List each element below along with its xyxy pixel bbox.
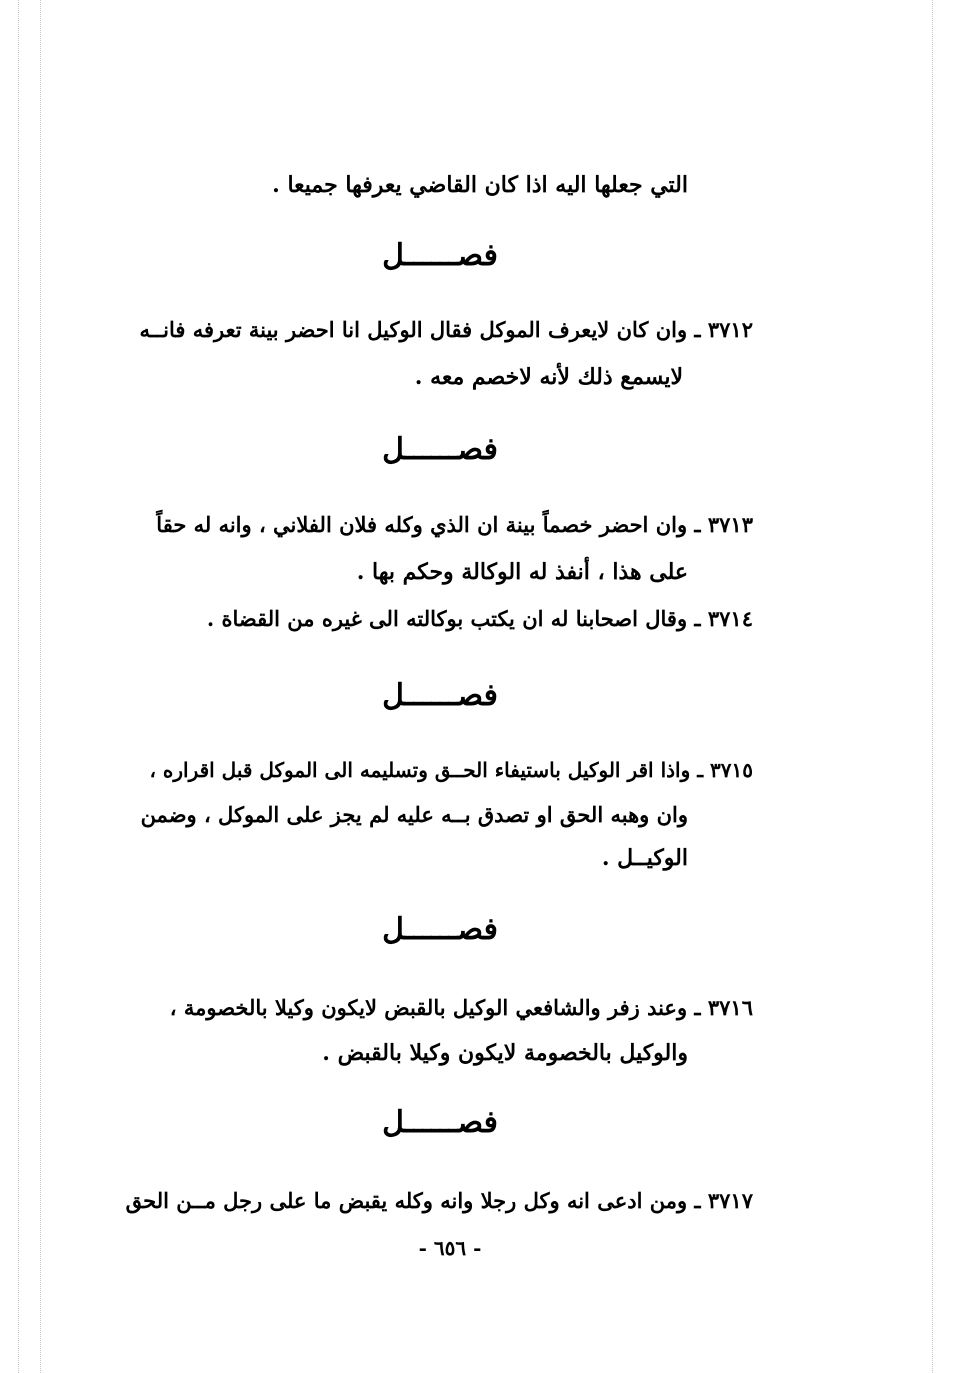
- section-heading: فصــــــل: [382, 678, 498, 713]
- text-line: لايسمع ذلك لأنه لاخصم معه .: [414, 364, 683, 390]
- text-line: التي جعلها اليه اذا كان القاضي يعرفها جميعا .: [272, 172, 688, 198]
- text-line: ٣٧١٤ ـ وقال اصحابنا له ان يكتب بوكالته الى غيره من القضاة .: [206, 606, 753, 631]
- text-line: ٣٧١٢ ـ وان كان لايعرف الموكل فقال الوكيل انا احضر بينة تعرفه فانــه: [139, 317, 753, 342]
- text-line: ٣٧١٣ ـ وان احضر خصماً بينة ان الذي وكله فلان الفلاني ، وانه له حقاً: [156, 512, 753, 537]
- scan-edge-line: [932, 0, 933, 1373]
- text-line: ٣٧١٧ ـ ومن ادعى انه وكل رجلا وانه وكله يقبض ما على رجل مــن الحق: [125, 1188, 753, 1213]
- scan-edge-line: [18, 0, 19, 1373]
- text-line: الوكيــل .: [601, 845, 688, 871]
- scan-edge-line: [40, 0, 41, 1373]
- text-line: ٣٧١٥ ـ واذا اقر الوكيل باستيفاء الحــق وتسليمه الى الموكل قبل اقراره ،: [149, 758, 753, 782]
- section-heading: فصــــــل: [382, 1105, 498, 1140]
- text-line: والوكيل بالخصومة لايكون وكيلا بالقبض .: [322, 1040, 688, 1066]
- page-number: - ٦٥٦ -: [418, 1236, 482, 1260]
- section-heading: فصــــــل: [382, 432, 498, 467]
- text-line: وان وهبه الحق او تصدق بــه عليه لم يجز على الموكل ، وضمن: [140, 802, 688, 827]
- section-heading: فصــــــل: [382, 238, 498, 273]
- text-line: على هذا ، أنفذ له الوكالة وحكم بها .: [356, 559, 688, 585]
- text-line: ٣٧١٦ ـ وعند زفر والشافعي الوكيل بالقبض لايكون وكيلا بالخصومة ،: [169, 995, 753, 1020]
- section-heading: فصــــــل: [382, 912, 498, 947]
